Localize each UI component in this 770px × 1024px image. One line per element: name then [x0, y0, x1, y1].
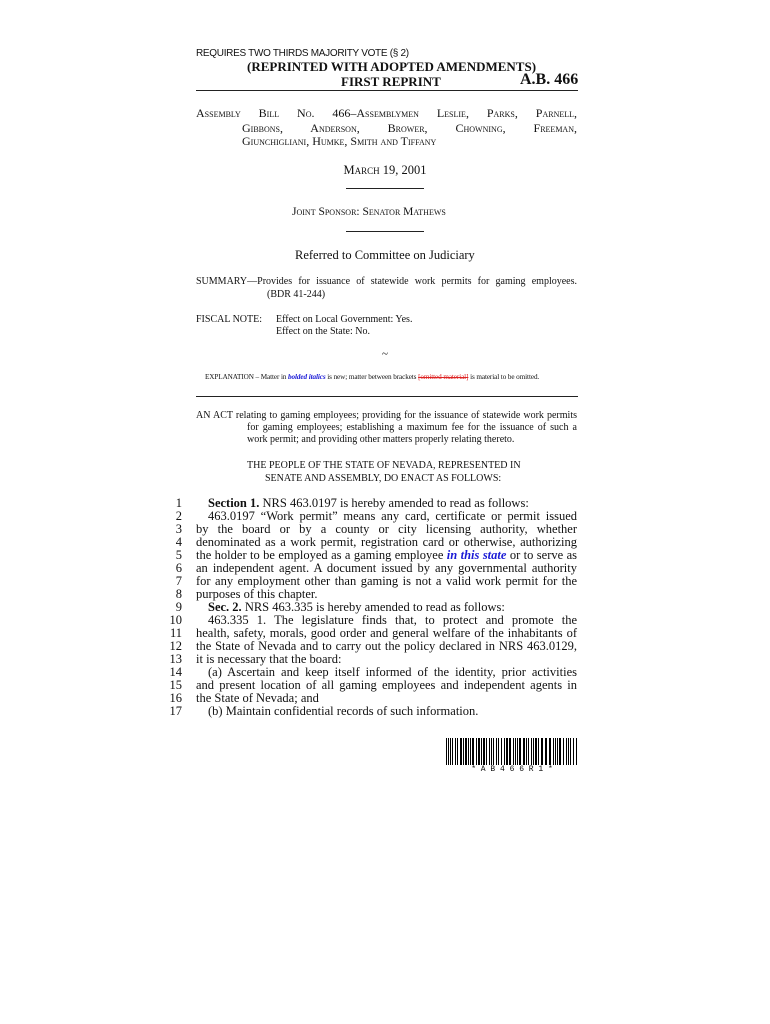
- line-number: 11: [169, 626, 182, 640]
- bill-line: and present location of all gaming employees and independent agents in: [196, 678, 577, 692]
- bill-line: (b) Maintain confidential records of such information.: [208, 704, 479, 718]
- reprint-number: FIRST REPRINT: [341, 74, 441, 89]
- barcode-bar: [491, 738, 492, 765]
- line-number: 17: [169, 704, 182, 718]
- tilde-divider: ~: [382, 348, 388, 360]
- line-number: 12: [169, 639, 182, 653]
- barcode-bar: [460, 738, 462, 765]
- introduction-date: March 19, 2001: [343, 163, 427, 177]
- act-title-line-2: for gaming employees; establishing a maximum fee for the issuance of such a: [247, 422, 577, 433]
- enacting-clause-line-2: SENATE AND ASSEMBLY, DO ENACT AS FOLLOWS:: [265, 473, 502, 484]
- barcode-bar: [528, 738, 529, 765]
- barcode-bar: [573, 738, 574, 765]
- line-number: 7: [175, 574, 182, 588]
- barcode-bar: [506, 738, 508, 765]
- barcode-bar: [472, 738, 474, 765]
- bill-line: 463.0197 “Work permit” means any card, certificate or permit issued: [208, 509, 577, 523]
- new-matter: in this state: [446, 548, 507, 562]
- barcode-bar: [541, 738, 543, 765]
- line-number: 5: [175, 548, 182, 562]
- barcode-bar: [538, 738, 539, 765]
- line-number: 16: [169, 691, 182, 705]
- barcode-image: [446, 738, 578, 765]
- barcode-bar: [526, 738, 527, 765]
- bill-line: the State of Nevada and to carry out the policy declared in NRS 463.0129,: [196, 639, 577, 653]
- barcode-bar: [493, 738, 494, 765]
- joint-sponsor: Joint Sponsor: Senator Mathews: [292, 206, 446, 218]
- line-number: 8: [175, 587, 182, 601]
- barcode-bar: [533, 738, 534, 765]
- line-number: 10: [169, 613, 182, 627]
- barcode-bar: [509, 738, 511, 765]
- barcode-bar: [470, 738, 471, 765]
- line-number: 14: [169, 665, 182, 679]
- bill-line: an independent agent. A document issued by any governmental authority: [196, 561, 577, 575]
- barcode-bar: [559, 738, 561, 765]
- bill-line: the holder to be employed as a gaming employee in this state or to serve as: [196, 548, 578, 562]
- barcode-bar: [517, 738, 518, 765]
- explanation-rule: [196, 396, 578, 397]
- barcode-bar: [476, 738, 477, 765]
- barcode-bar: [486, 738, 487, 765]
- barcode-bar: [545, 738, 547, 765]
- barcode-bar: [549, 738, 551, 765]
- barcode-bar: [555, 738, 556, 765]
- bill-line: for any employment other than gaming is not a valid work permit for the: [196, 574, 577, 588]
- fiscal-note-state: Effect on the State: No.: [276, 326, 370, 337]
- summary-line-1: SUMMARY—Provides for issuance of statewide work permits for gaming employees.: [196, 276, 577, 287]
- explanation-prefix: EXPLANATION – Matter in: [205, 373, 289, 381]
- vote-requirement: REQUIRES TWO THIRDS MAJORITY VOTE (§ 2): [196, 48, 409, 59]
- barcode-bar: [455, 738, 456, 765]
- bill-line: Sec. 2. NRS 463.335 is hereby amended to read as follows:: [208, 600, 505, 614]
- bill-line: Section 1. NRS 463.0197 is hereby amended to read as follows:: [208, 496, 529, 510]
- committee-referral: Referred to Committee on Judiciary: [295, 248, 475, 262]
- barcode-bar: [483, 738, 485, 765]
- barcode-bar: [448, 738, 449, 765]
- barcode-bar: [504, 738, 505, 765]
- explanation-new-matter: bolded italics: [288, 373, 326, 381]
- line-number: 4: [175, 535, 182, 549]
- barcode-bar: [531, 738, 532, 765]
- barcode-bar: [457, 738, 458, 765]
- date-rule: [346, 188, 424, 189]
- enacting-clause-line-1: THE PEOPLE OF THE STATE OF NEVADA, REPRESENTED IN: [247, 460, 521, 471]
- line-number: 6: [175, 561, 182, 575]
- barcode-bar: [481, 738, 482, 765]
- barcode-bar: [570, 738, 571, 765]
- sponsor-line-2: Gibbons, Anderson, Brower, Chowning, Freeman,: [242, 121, 577, 135]
- fiscal-note-local: Effect on Local Government: Yes.: [276, 314, 413, 325]
- barcode-bar: [489, 738, 490, 765]
- barcode-text: * A B 4 6 6 R 1 *: [471, 765, 553, 774]
- barcode-bar: [557, 738, 558, 765]
- barcode-bar: [566, 738, 567, 765]
- act-title-line-1: AN ACT relating to gaming employees; providing for the issuance of statewide work permits: [196, 410, 577, 421]
- section-heading: Section 1.: [208, 496, 260, 510]
- bill-line: the State of Nevada; and: [196, 691, 319, 705]
- line-number: 9: [175, 600, 182, 614]
- bill-line: purposes of this chapter.: [196, 587, 318, 601]
- barcode-bar: [523, 738, 525, 765]
- bill-id: A.B. 466: [520, 71, 579, 88]
- barcode-bar: [478, 738, 480, 765]
- barcode-bar: [468, 738, 469, 765]
- line-number: 15: [169, 678, 182, 692]
- barcode-bar: [553, 738, 554, 765]
- barcode-bar: [463, 738, 464, 765]
- bill-line: 463.335 1. The legislature finds that, to protect and promote the: [208, 613, 577, 627]
- barcode-bar: [498, 738, 499, 765]
- explanation-suffix: is material to be omitted.: [468, 373, 540, 381]
- sponsor-line-1: Assembly Bill No. 466–Assemblymen Leslie, Parks, Parnell,: [196, 106, 577, 120]
- bill-line: it is necessary that the board:: [196, 652, 342, 666]
- barcode-bar: [501, 738, 502, 765]
- barcode-bar: [563, 738, 564, 765]
- barcode-bar: [496, 738, 497, 765]
- bill-line: denominated as a work permit, registration card or otherwise, authorizing: [196, 535, 577, 549]
- explanation: [205, 373, 539, 381]
- summary-bdr: (BDR 41-244): [267, 289, 326, 300]
- barcode-bar: [535, 738, 537, 765]
- sponsor-rule: [346, 231, 424, 232]
- bill-line: health, safety, morals, good order and general welfare of the inhabitants of: [196, 626, 577, 640]
- barcode-bar: [452, 738, 453, 765]
- explanation-middle: is new; matter between brackets: [325, 373, 419, 381]
- sponsor-line-3: Giunchigliani, Humke, Smith and Tiffany: [242, 134, 437, 148]
- barcode-bar: [519, 738, 521, 765]
- fiscal-note-label: FISCAL NOTE:: [196, 314, 263, 325]
- section-heading: Sec. 2.: [208, 600, 242, 614]
- line-number: 1: [175, 496, 182, 510]
- barcode-bar: [446, 738, 447, 765]
- barcode-bar: [513, 738, 514, 765]
- explanation-omitted: [omitted material]: [418, 373, 469, 381]
- line-number: 2: [175, 509, 182, 523]
- bill-line: (a) Ascertain and keep itself informed of the identity, prior activities: [208, 665, 577, 679]
- barcode-bar: [515, 738, 516, 765]
- header-rule: [196, 90, 578, 91]
- reprint-status: (REPRINTED WITH ADOPTED AMENDMENTS): [247, 59, 537, 74]
- line-number: 13: [169, 652, 182, 666]
- line-number: 3: [175, 522, 182, 536]
- bill-line: by the board or by a county or city licensing authority, whether: [196, 522, 577, 536]
- barcode-bar: [576, 738, 577, 765]
- barcode-bar: [568, 738, 569, 765]
- barcode-bar: [465, 738, 467, 765]
- barcode-bar: [450, 738, 451, 765]
- act-title-line-3: work permit; and providing other matters properly relating thereto.: [247, 434, 515, 445]
